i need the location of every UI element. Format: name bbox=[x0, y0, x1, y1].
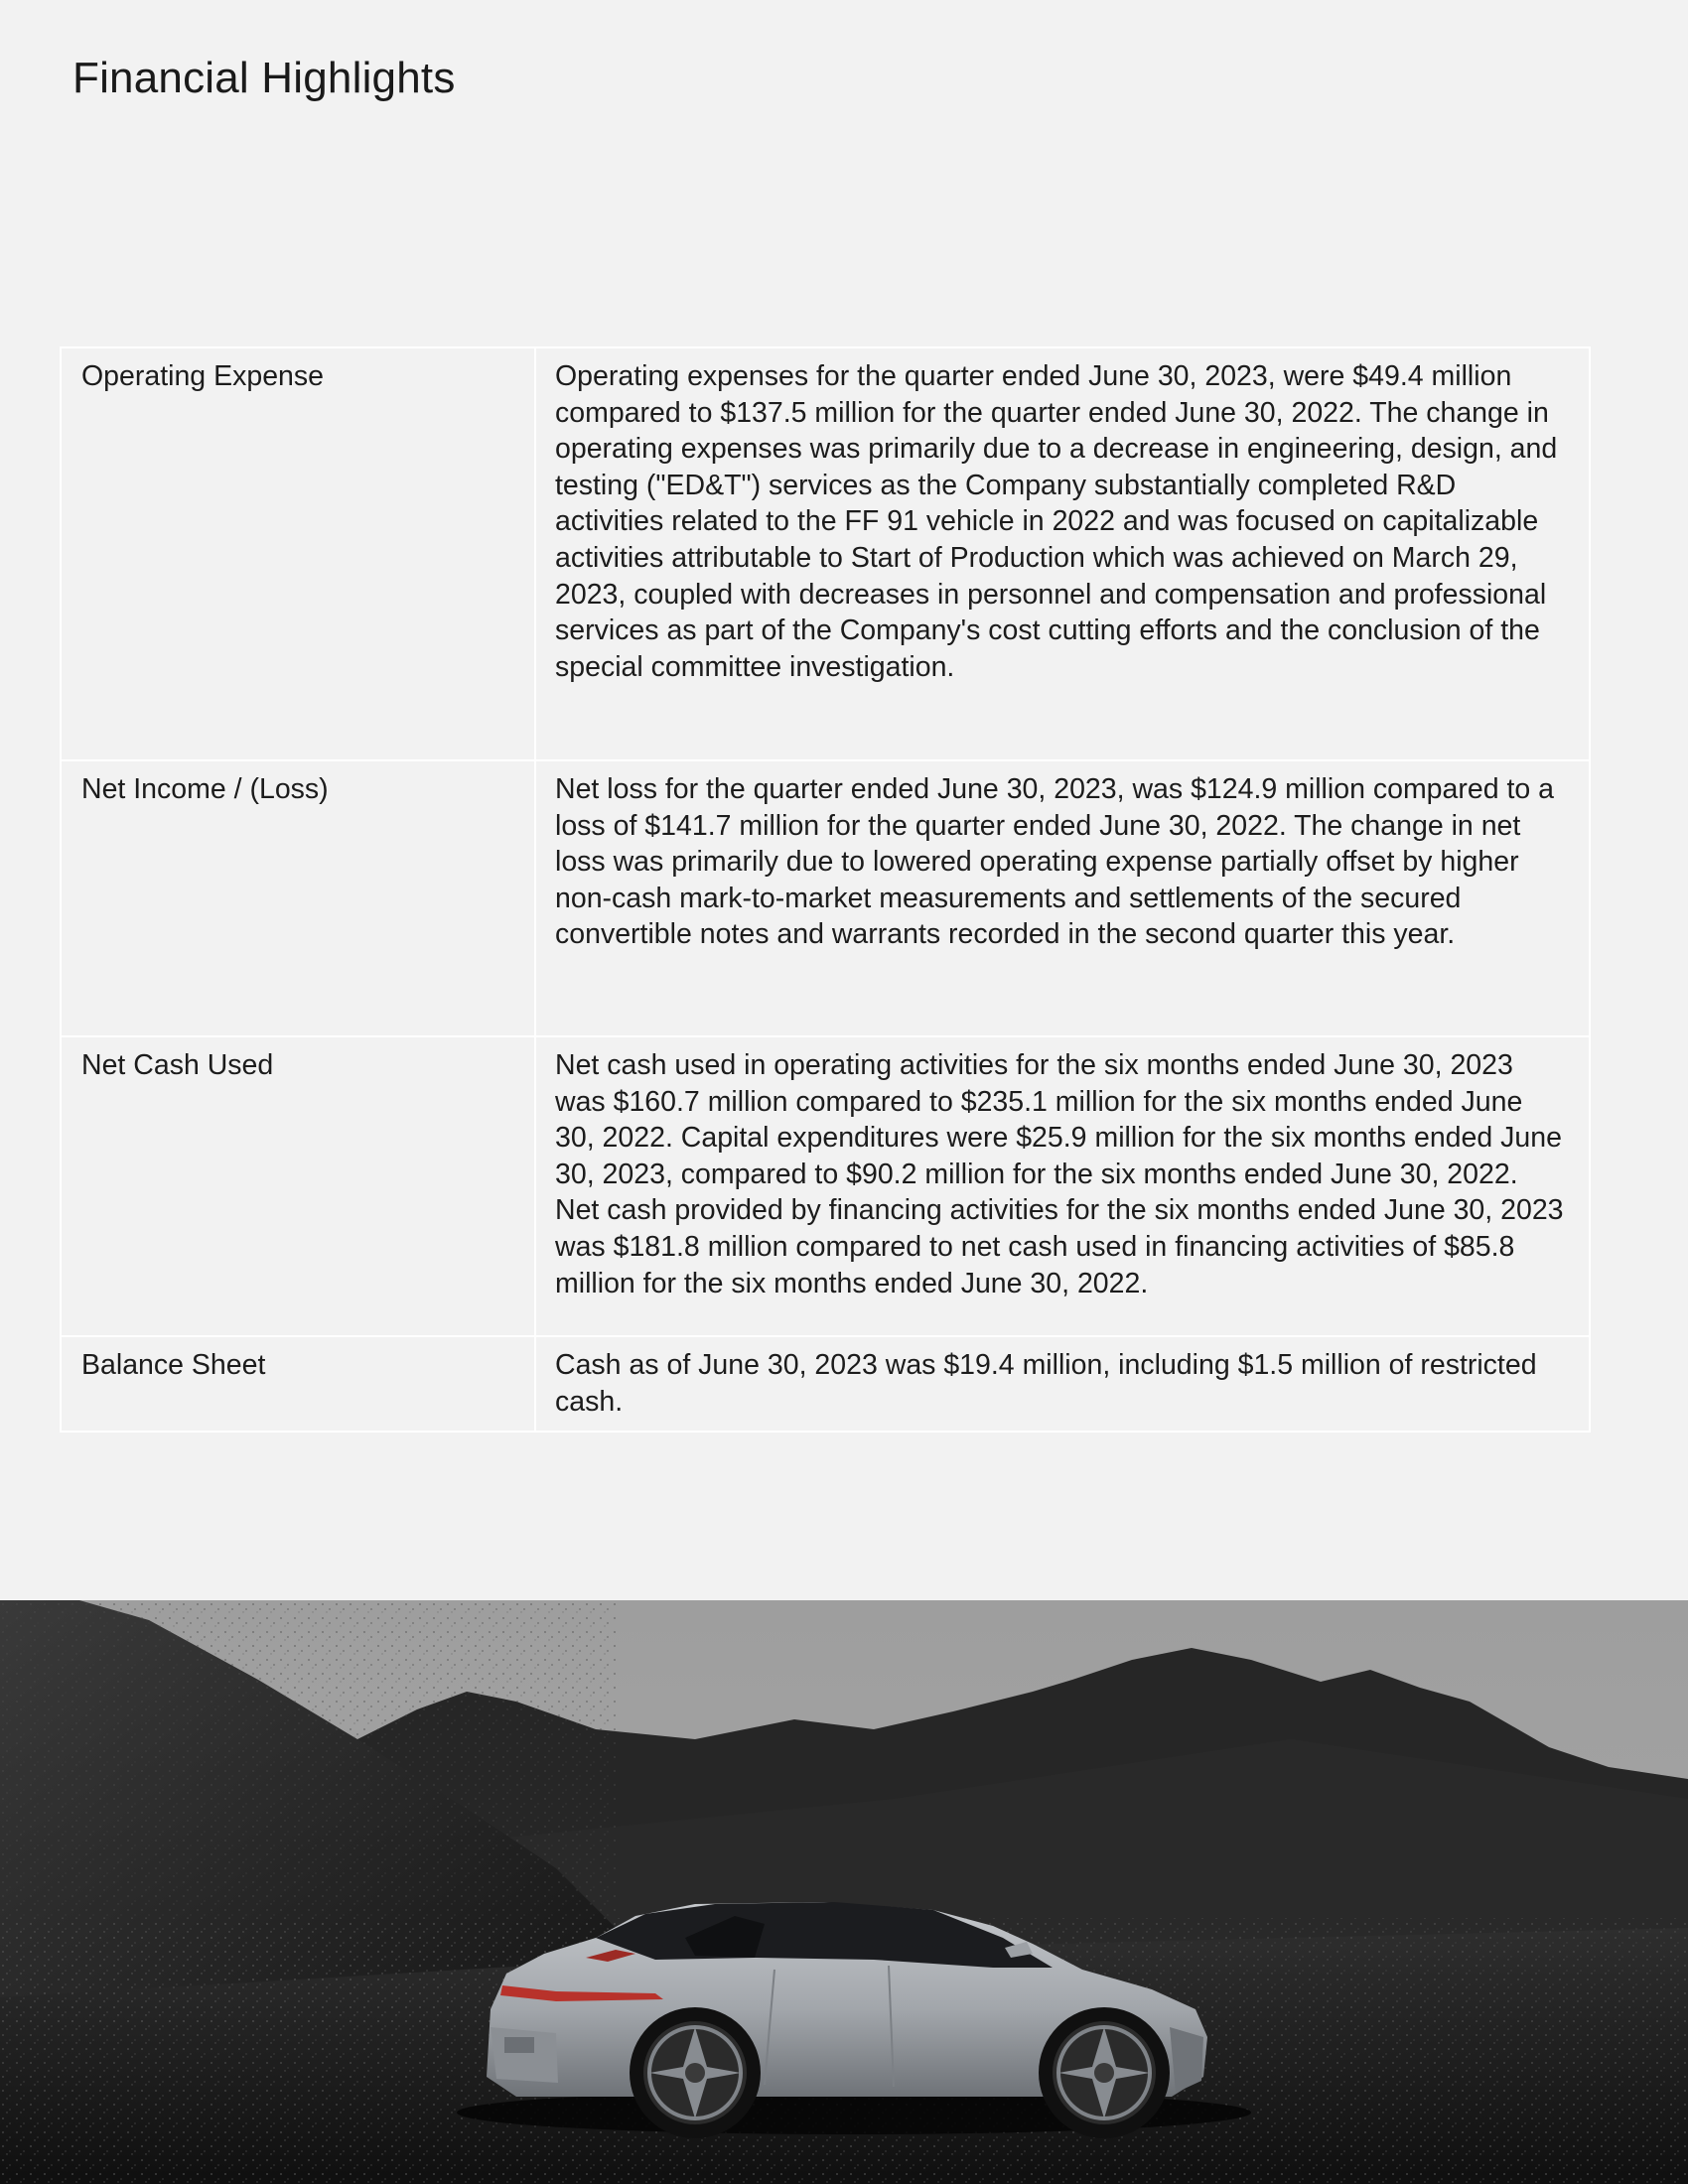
row-description: Cash as of June 30, 2023 was $19.4 million, including $1.5 million of restricted cash. bbox=[535, 1336, 1590, 1432]
row-label: Operating Expense bbox=[61, 347, 535, 760]
row-label: Net Income / (Loss) bbox=[61, 760, 535, 1036]
table-row bbox=[61, 760, 1590, 1036]
page-title: Financial Highlights bbox=[72, 54, 456, 102]
row-label: Balance Sheet bbox=[61, 1336, 535, 1432]
rear-wheel bbox=[630, 2007, 761, 2138]
row-label: Net Cash Used bbox=[61, 1036, 535, 1336]
table-row bbox=[61, 347, 1590, 760]
table-row bbox=[61, 1036, 1590, 1336]
table-row bbox=[61, 1336, 1590, 1432]
row-description: Net cash used in operating activities for the six months ended June 30, 2023 was $160.7 million compared to $235.1 million for the six months ended June 30, 2022. Capital expenditures were $25.9 million for the six months ended June 30, 2023, compared to $90.2 million for the six months ended June 30, 2022. Net cash provided by financing activities for the six months ended June 30, 2023 was $181.8 million compared to net cash used in financing activities of $85.8 million for the six months ended June 30, 2022. bbox=[535, 1036, 1590, 1336]
car-in-desert-illustration bbox=[0, 1600, 1688, 2184]
hero-image bbox=[0, 1600, 1688, 2184]
row-description: Operating expenses for the quarter ended June 30, 2023, were $49.4 million compared to $137.5 million for the quarter ended June 30, 2022. The change in operating expenses was primarily due to a decrease in engineering, design, and testing ("ED&T") services as the Company substantially completed R&D activities related to the FF 91 vehicle in 2022 and was focused on capitalizable activities attributable to Start of Production which was achieved on March 29, 2023, coupled with decreases in personnel and compensation and professional services as part of the Company's cost cutting efforts and the conclusion of the special committee investigation. bbox=[535, 347, 1590, 760]
row-description: Net loss for the quarter ended June 30, 2023, was $124.9 million compared to a loss of $141.7 million for the quarter ended June 30, 2022. The change in net loss was primarily due to lowered operating expense partially offset by higher non-cash mark-to-market measurements and settlements of the secured convertible notes and warrants recorded in the second quarter this year. bbox=[535, 760, 1590, 1036]
front-wheel bbox=[1039, 2007, 1170, 2138]
financial-highlights-table bbox=[60, 346, 1591, 1433]
